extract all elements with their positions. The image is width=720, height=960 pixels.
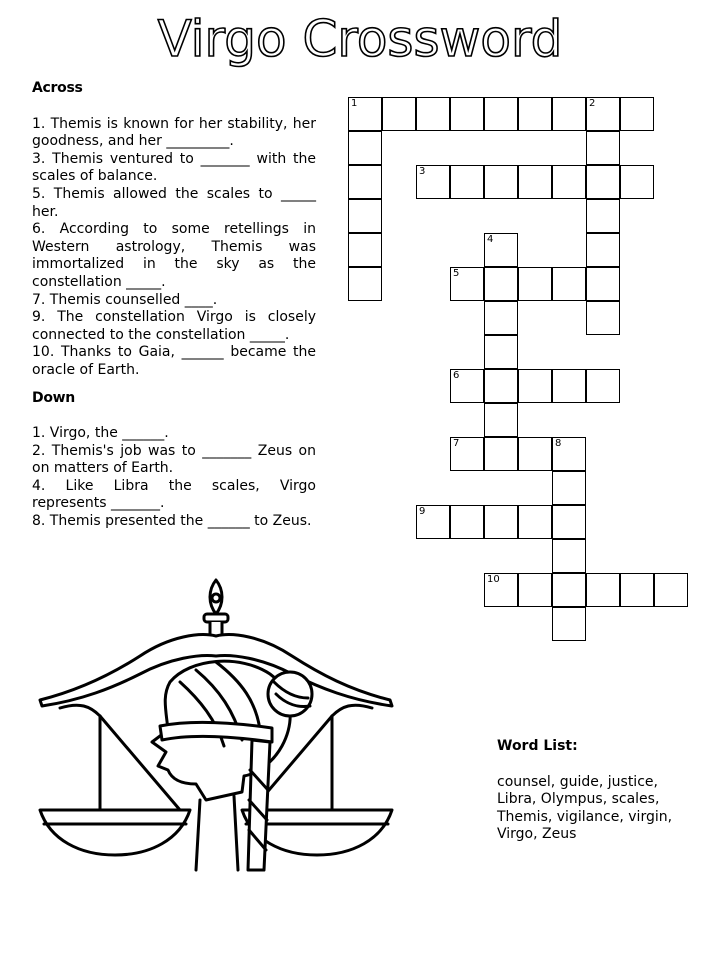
down-clue: 2. Themis's job was to _______ Zeus on on matters of Earth. <box>32 442 316 477</box>
cell-number: 5 <box>453 268 460 279</box>
crossword-cell[interactable] <box>450 369 484 403</box>
themis-scales-illustration <box>20 570 420 940</box>
crossword-cell[interactable] <box>484 267 518 301</box>
cell-number: 4 <box>487 234 494 245</box>
cell-number: 3 <box>419 166 426 177</box>
across-clue-list <box>32 116 316 380</box>
crossword-cell[interactable] <box>552 471 586 505</box>
crossword-cell[interactable] <box>654 573 688 607</box>
cell-number: 7 <box>453 438 460 449</box>
cell-number: 1 <box>351 98 358 109</box>
down-clue: 1. Virgo, the ______. <box>32 425 169 442</box>
crossword-cell[interactable] <box>552 165 586 199</box>
crossword-cell[interactable] <box>552 573 586 607</box>
across-clue: 6. According to some retellings in Western astrology, Themis was immortalized in the sky as the constellation _____. <box>32 221 316 290</box>
crossword-cell[interactable] <box>484 403 518 437</box>
crossword-cell[interactable] <box>450 505 484 539</box>
crossword-cell[interactable] <box>620 165 654 199</box>
crossword-cell[interactable] <box>518 505 552 539</box>
cell-number: 6 <box>453 370 460 381</box>
crossword-cell[interactable] <box>484 165 518 199</box>
crossword-cell[interactable] <box>518 97 552 131</box>
crossword-cell[interactable] <box>620 97 654 131</box>
crossword-cell[interactable] <box>382 97 416 131</box>
crossword-cell[interactable] <box>518 573 552 607</box>
crossword-cell[interactable] <box>484 573 518 607</box>
crossword-cell[interactable] <box>518 165 552 199</box>
crossword-cell[interactable] <box>348 131 382 165</box>
crossword-cell[interactable] <box>450 165 484 199</box>
crossword-cell[interactable] <box>450 97 484 131</box>
crossword-cell[interactable] <box>586 165 620 199</box>
cell-number: 2 <box>589 98 596 109</box>
crossword-cell[interactable] <box>586 233 620 267</box>
crossword-cell[interactable] <box>348 267 382 301</box>
word-list <box>497 738 697 844</box>
crossword-cell[interactable] <box>552 369 586 403</box>
word-list-heading: Word List: <box>497 738 578 754</box>
word-list-items: counsel, guide, justice, Libra, Olympus, scales, Themis, vigilance, virgin, Virgo, Zeus <box>497 773 673 843</box>
crossword-cell[interactable] <box>552 267 586 301</box>
across-clue: 1. Themis is known for her stability, her goodness, and her _________. <box>32 115 316 150</box>
page-title-text: Virgo Crossword <box>157 10 563 68</box>
crossword-cell[interactable] <box>518 267 552 301</box>
crossword-cell[interactable] <box>484 505 518 539</box>
down-clue-list <box>32 425 316 531</box>
crossword-cell[interactable] <box>552 437 586 471</box>
crossword-cell[interactable] <box>484 335 518 369</box>
crossword-cell[interactable] <box>450 267 484 301</box>
cell-number: 9 <box>419 506 426 517</box>
across-clue: 5. Themis allowed the scales to _____ her. <box>32 185 316 220</box>
crossword-cell[interactable] <box>586 97 620 131</box>
crossword-cell[interactable] <box>348 199 382 233</box>
crossword-cell[interactable] <box>586 573 620 607</box>
page-title <box>0 0 720 72</box>
cell-number: 8 <box>555 438 562 449</box>
crossword-cell[interactable] <box>586 267 620 301</box>
down-heading: Down <box>32 389 75 406</box>
crossword-cell[interactable] <box>518 369 552 403</box>
crossword-cell[interactable] <box>484 369 518 403</box>
crossword-cell[interactable] <box>450 437 484 471</box>
crossword-cell[interactable] <box>348 97 382 131</box>
crossword-cell[interactable] <box>586 369 620 403</box>
crossword-cell[interactable] <box>484 437 518 471</box>
crossword-cell[interactable] <box>552 539 586 573</box>
crossword-cell[interactable] <box>348 233 382 267</box>
crossword-cell[interactable] <box>586 199 620 233</box>
crossword-cell[interactable] <box>586 301 620 335</box>
crossword-cell[interactable] <box>586 131 620 165</box>
cell-number: 10 <box>487 574 500 585</box>
crossword-cell[interactable] <box>484 233 518 267</box>
crossword-cell[interactable] <box>484 301 518 335</box>
crossword-cell[interactable] <box>552 505 586 539</box>
crossword-cell[interactable] <box>518 437 552 471</box>
crossword-cell[interactable] <box>552 607 586 641</box>
crossword-cell[interactable] <box>416 505 450 539</box>
across-clue: 9. The constellation Virgo is closely connected to the constellation _____. <box>32 309 316 343</box>
crossword-cell[interactable] <box>620 573 654 607</box>
across-heading: Across <box>32 80 83 96</box>
clues-panel <box>32 80 316 531</box>
crossword-cell[interactable] <box>416 97 450 131</box>
down-clue: 4. Like Libra the scales, Virgo represents _______. <box>32 477 316 512</box>
across-clue: 7. Themis counselled ____. <box>32 291 218 308</box>
crossword-cell[interactable] <box>552 97 586 131</box>
across-clue: 3. Themis ventured to _______ with the scales of balance. <box>32 150 316 185</box>
crossword-cell[interactable] <box>484 97 518 131</box>
across-clue: 10. Thanks to Gaia, ______ became the oracle of Earth. <box>32 344 316 378</box>
crossword-cell[interactable] <box>348 165 382 199</box>
crossword-cell[interactable] <box>416 165 450 199</box>
down-clue: 8. Themis presented the ______ to Zeus. <box>32 513 312 530</box>
